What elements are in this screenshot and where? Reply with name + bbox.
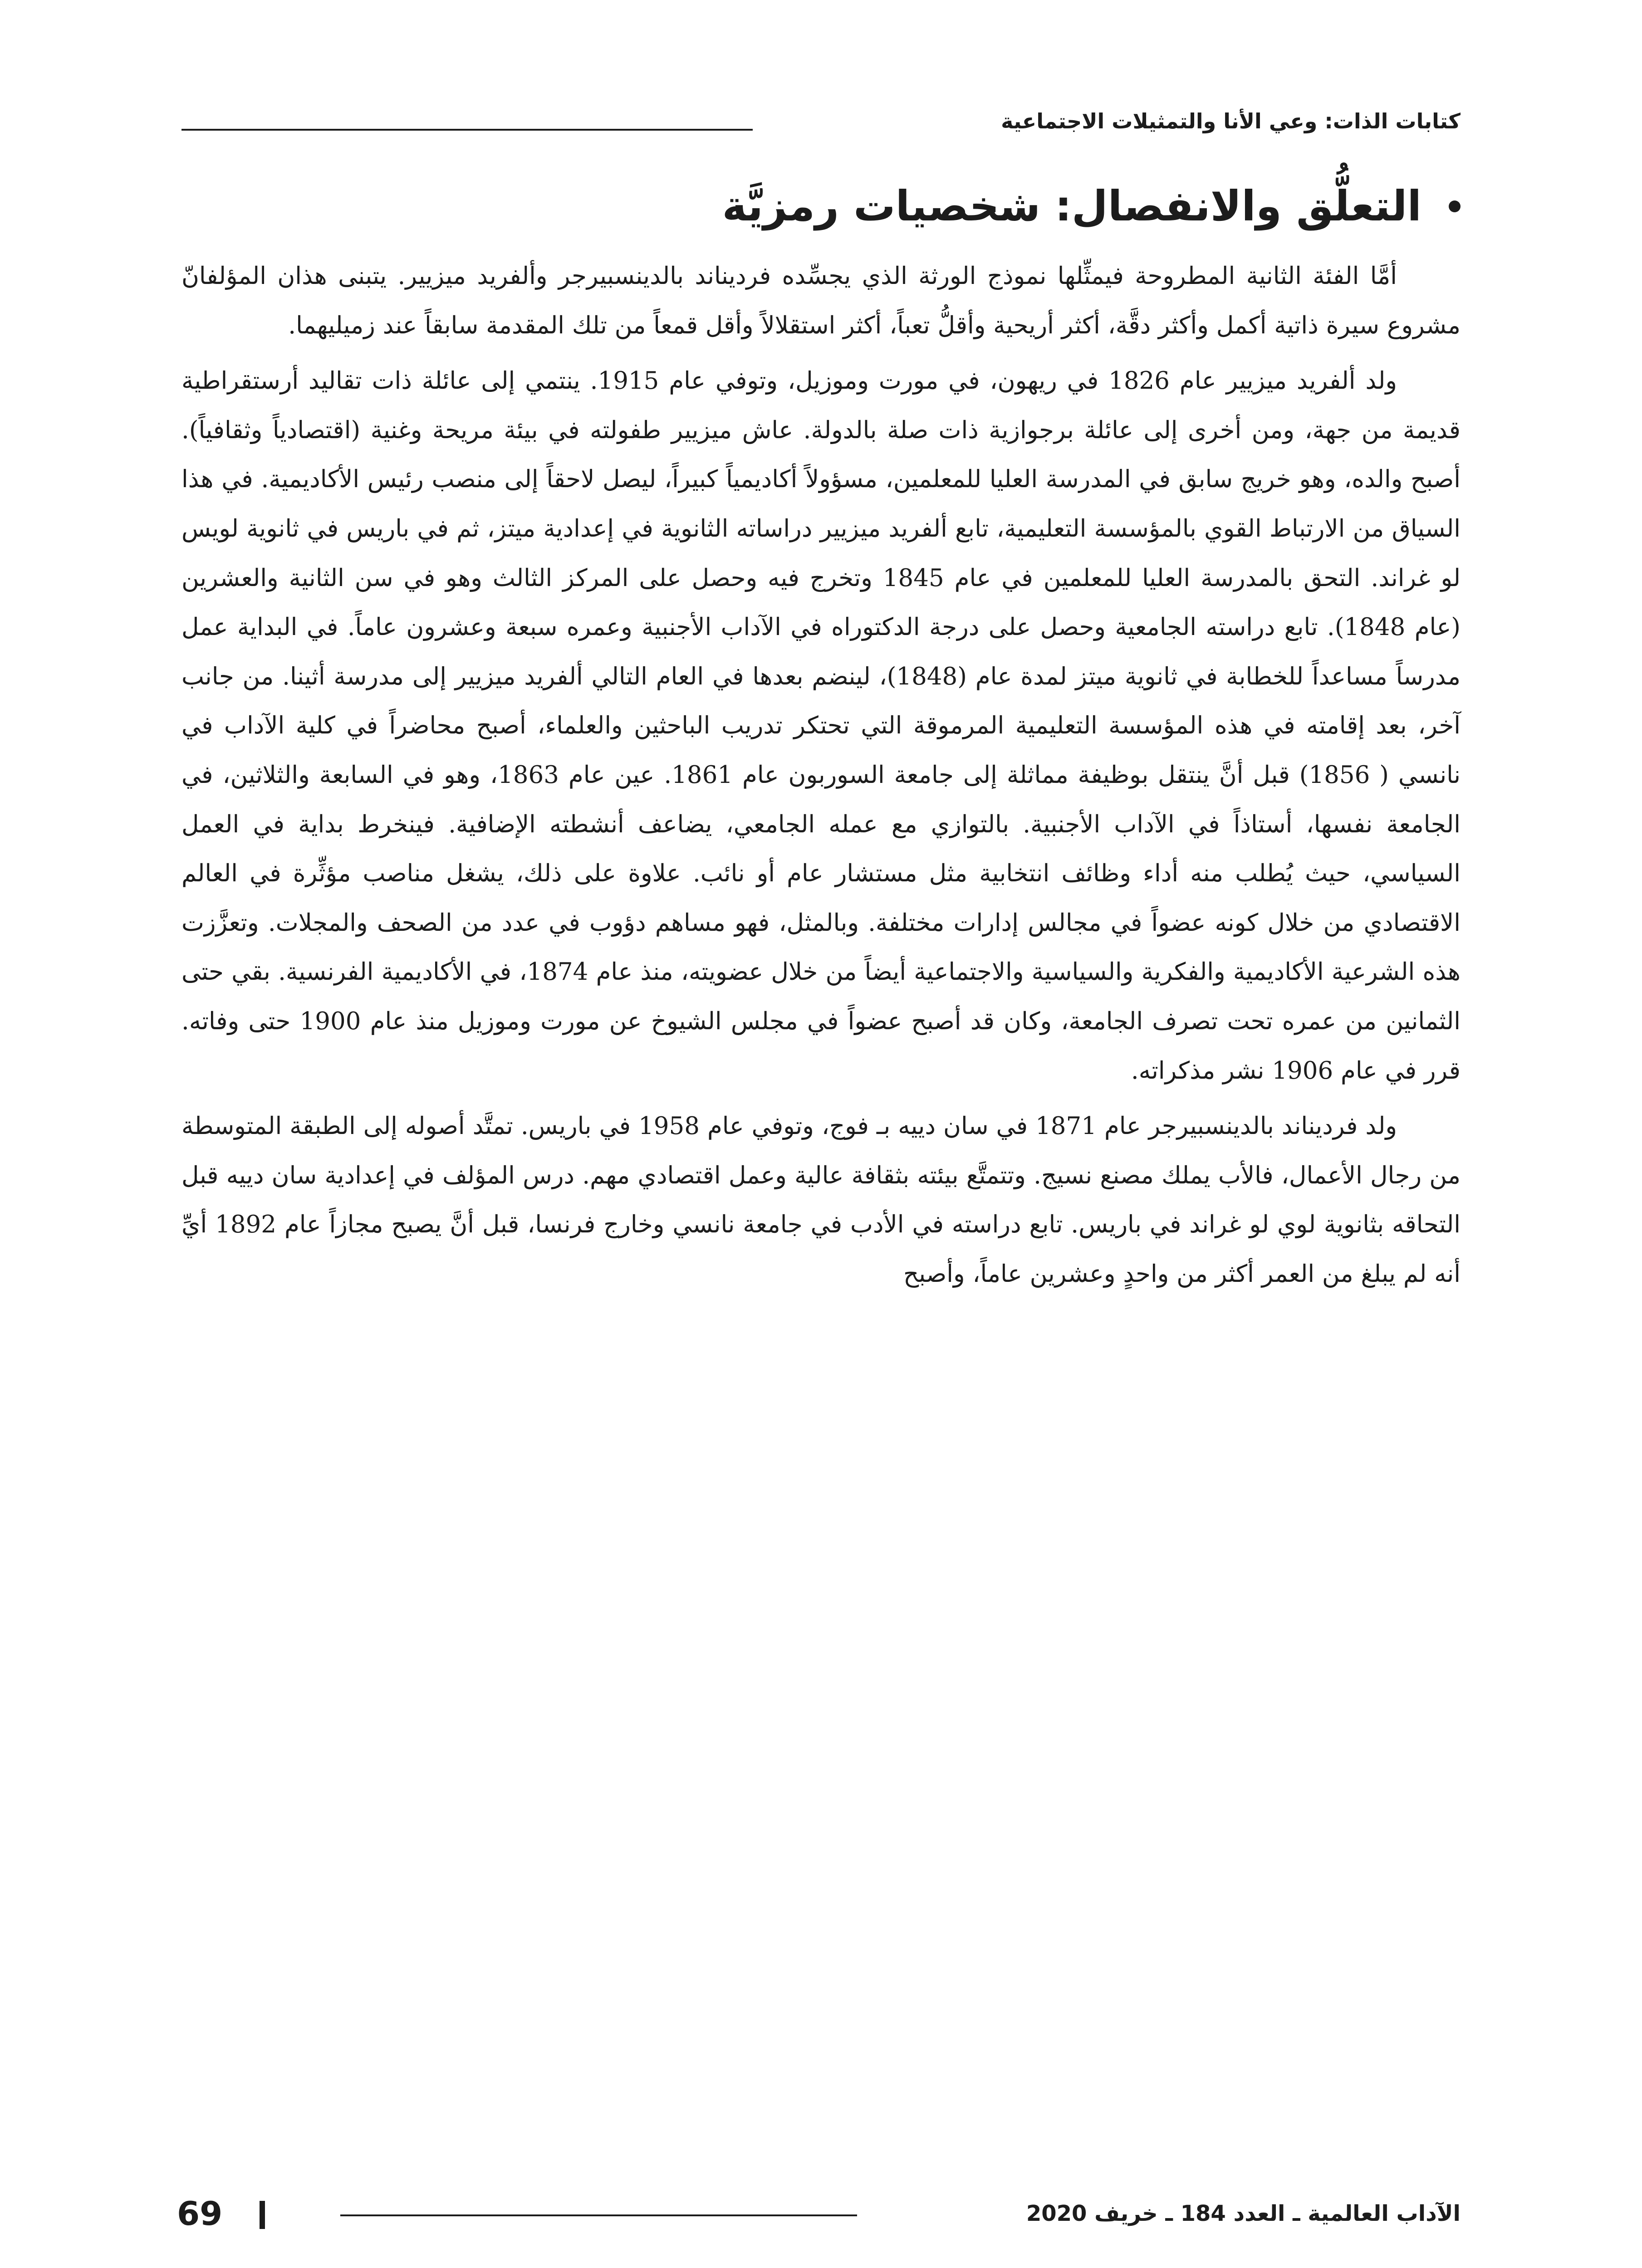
paragraph-1: أمَّا الفئة الثانية المطروحة فيمثِّلها نموذج الورثة الذي يجسِّده فرديناند بالدينسبيرجر وألفريد ميزيير. يتبنى هذان المؤلفانّ مشروع سيرة ذاتية أكمل وأكثر دقَّة، أكثر أريحية وأقلُّ تعباً، أكثر استقلالاً وأقل قمعاً من تلك المقدمة سابقاً عند زميليهما. [181,262,1461,339]
section-heading [181,172,1461,240]
paragraph-2: ولد ألفريد ميزيير عام 1826 في ريهون، في مورت وموزيل، وتوفي عام 1915. ينتمي إلى عائلة ذات تقاليد أرستقراطية قديمة من جهة، ومن أخرى إلى عائلة برجوازية ذات صلة بالدولة. عاش ميزيير طفولته في بيئة مريحة وغنية (اقتصادياً وثقافياً). أصبح والده، وهو خريج سابق في المدرسة العليا للمعلمين، مسؤولاً أكاديمياً كبيراً، ليصل لاحقاً إلى منصب رئيس الأكاديمية. في هذا السياق من الارتباط القوي بالمؤسسة التعليمية، تابع ألفريد ميزيير دراساته الثانوية في إعدادية ميتز، ثم في باريس في ثانوية لويس لو غراند. التحق بالمدرسة العليا للمعلمين في عام 1845 وتخرج فيه وحصل على المركز الثالث وهو في سن الثانية والعشرين (عام 1848). تابع دراسته الجامعية وحصل على درجة الدكتوراه في الآداب الأجنبية وعمره سبعة وعشرون عاماً. في البداية عمل مدرساً مساعداً للخطابة في ثانوية ميتز لمدة عام (1848)، لينضم بعدها في العام التالي ألفريد ميزيير إلى مدرسة أثينا. من جانب آخر، بعد إقامته في هذه المؤسسة التعليمية المرموقة التي تحتكر تدريب الباحثين والعلماء، أصبح محاضراً في كلية الآداب في نانسي ( 1856) قبل أنَّ ينتقل بوظيفة مماثلة إلى جامعة السوربون عام 1861. عين عام 1863، وهو في السابعة والثلاثين، في الجامعة نفسها، أستاذاً في الآداب الأجنبية. بالتوازي مع عمله الجامعي، يضاعف أنشطته الإضافية. فينخرط بداية في العمل السياسي، حيث يُطلب منه أداء وظائف انتخابية مثل مستشار عام أو نائب. علاوة على ذلك، يشغل مناصب مؤثِّرة في العالم الاقتصادي من خلال كونه عضواً في مجالس إدارات مختلفة. وبالمثل، فهو مساهم دؤوب في عدد من الصحف والمجلات. وتعزَّزت هذه الشرعية الأكاديمية والفكرية والسياسية والاجتماعية أيضاً من خلال عضويته، منذ عام 1874، في الأكاديمية الفرنسية. بقي حتى الثمانين من عمره تحت تصرف الجامعة، وكان قد أصبح عضواً في مجلس الشيوخ عن مورت وموزيل منذ عام 1900 حتى وفاته. قرر في عام 1906 نشر مذكراته. [181,367,1461,1085]
paragraph-3: ولد فردیناند بالدینسبیرجر عام 1871 في سان دییه بـ فوج، وتوفي عام 1958 في باريس. تمتَّد أصوله إلى الطبقة المتوسطة من رجال الأعمال، فالأب يملك مصنع نسيج. وتتمتَّع بيئته بثقافة عالية وعمل اقتصادي مهم. درس المؤلف في إعدادية سان دييه قبل التحاقه بثانوية لوي لو غراند في باريس. تابع دراسته في الأدب في جامعة نانسي وخارج فرنسا، قبل أنَّ يصبح مجازاً عام 1892 أيِّ أنه لم يبلغ من العمر أكثر من واحدٍ وعشرين عاماً، وأصبح [181,1112,1461,1288]
running-header [181,105,1461,137]
page-footer [177,2191,1461,2236]
footer-rule [340,2214,857,2216]
section-heading-text: التعلُّق والانفصال: شخصيات رمزيَّة [722,182,1421,230]
page-number: 69 [177,2195,223,2233]
bullet-icon [1449,200,1461,212]
body-text [181,252,1461,1305]
header-rule [181,129,753,131]
journal-info: الآداب العالمية ـ العدد 184 ـ خريف 2020 [1026,2201,1461,2226]
footer-separator [260,2201,265,2229]
running-header-title: كتابات الذات: وعي الأنا والتمثيلات الاجتماعية [1001,109,1461,133]
